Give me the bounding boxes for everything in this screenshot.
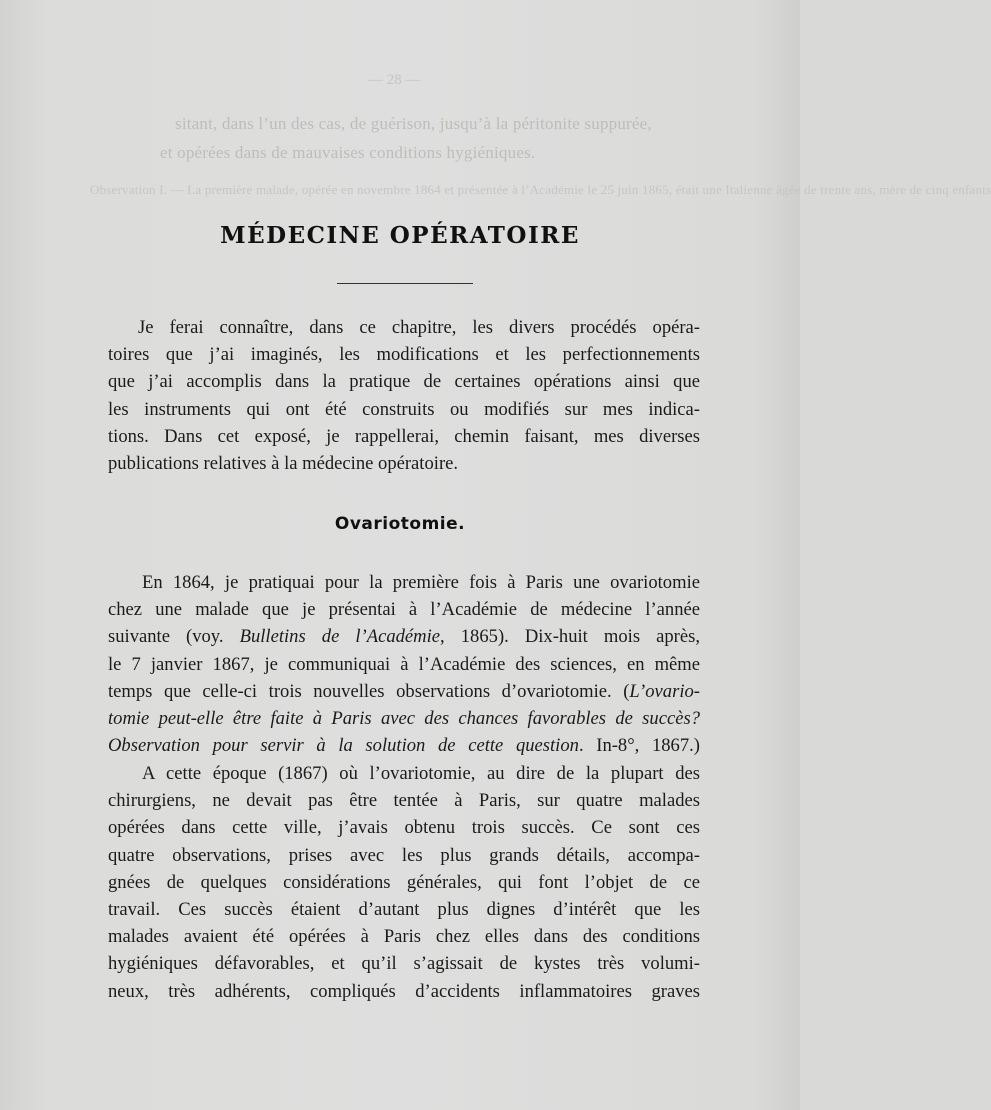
text-line: le 7 janvier 1867, je communiquai à l’Académie des sciences, en même: [108, 653, 700, 675]
text-line: neux, très adhérents, compliqués d’accidents inflammatoires graves: [108, 980, 700, 1002]
body-paragraph-2: [108, 760, 700, 1005]
section-heading: Ovariotomie.: [334, 514, 466, 534]
text-line: quatre observations, prises avec les plus grands détails, accompa-: [108, 844, 700, 866]
text-line: que j’ai accomplis dans la pratique de certaines opérations ainsi que: [108, 371, 700, 393]
text-line: toires que j’ai imaginés, les modifications et les perfectionnements: [108, 344, 700, 366]
citation-italic: Bulletins de l’Académie: [239, 626, 441, 648]
text-line: tions. Dans cet exposé, je rappellerai, chemin faisant, mes diverses: [108, 425, 700, 447]
text-run: . In-8°, 1867.): [578, 735, 700, 757]
text-line: hygiéniques défavorables, et qu’il s’agissait de kystes très volumi-: [108, 953, 700, 975]
intro-paragraph: [108, 314, 700, 477]
chapter-title: MÉDECINE OPÉRATOIRE: [220, 222, 580, 249]
bleed-through-page-number: — 28 —: [368, 72, 421, 88]
bleed-through-line: et opérées dans de mauvaises conditions hygiéniques.: [160, 143, 536, 162]
citation-italic: Observation pour servir à la solution de cette question: [108, 735, 579, 757]
text-line: En 1864, je pratiquai pour la première fois à Paris une ovariotomie: [142, 572, 700, 593]
text-line: Je ferai connaître, dans ce chapitre, les divers procédés opéra-: [138, 317, 700, 338]
text-line: publications relatives à la médecine opératoire.: [108, 453, 459, 475]
citation-italic: tomie peut-elle être faite à Paris avec des chances favorables de succès?: [108, 708, 700, 730]
text-line: [108, 705, 700, 732]
text-line: les instruments qui ont été construits ou modifiés sur mes indica-: [108, 398, 700, 420]
text-line: [108, 678, 700, 705]
text-line: [108, 623, 700, 650]
citation-italic: L’ovario-: [629, 680, 700, 702]
bleed-through-line: sitant, dans l’un des cas, de guérison, jusqu’à la péritonite suppurée,: [175, 114, 652, 133]
text-run: suivante (voy.: [108, 626, 240, 648]
text-line: travail. Ces succès étaient d’autant plus dignes d’intérêt que les: [108, 899, 700, 921]
text-run: temps que celle-ci trois nouvelles observations d’ovariotomie. (: [108, 680, 630, 702]
text-line: opérées dans cette ville, j’avais obtenu trois succès. Ce sont ces: [108, 817, 700, 839]
text-line: chirurgiens, ne devait pas être tentée à Paris, sur quatre malades: [108, 790, 700, 812]
text-line: chez une malade que je présentai à l’Académie de médecine l’année: [108, 599, 700, 621]
text-line: malades avaient été opérées à Paris chez elles dans des conditions: [108, 926, 700, 948]
body-paragraph-1: [108, 569, 700, 759]
title-divider: [337, 283, 473, 284]
text-line: gnées de quelques considérations générales, qui font l’objet de ce: [108, 871, 700, 893]
bleed-through-line: Observation I. — La première malade, opérée en novembre 1864 et présentée à l’Académie le 25 juin 1865, était une Italienne âgée de trente ans, mère de cinq enfants: [90, 182, 991, 197]
text-line: A cette époque (1867) où l’ovariotomie, au dire de la plupart des: [142, 763, 700, 784]
text-line: [108, 732, 700, 759]
text-run: , 1865). Dix-huit mois après,: [440, 626, 700, 648]
